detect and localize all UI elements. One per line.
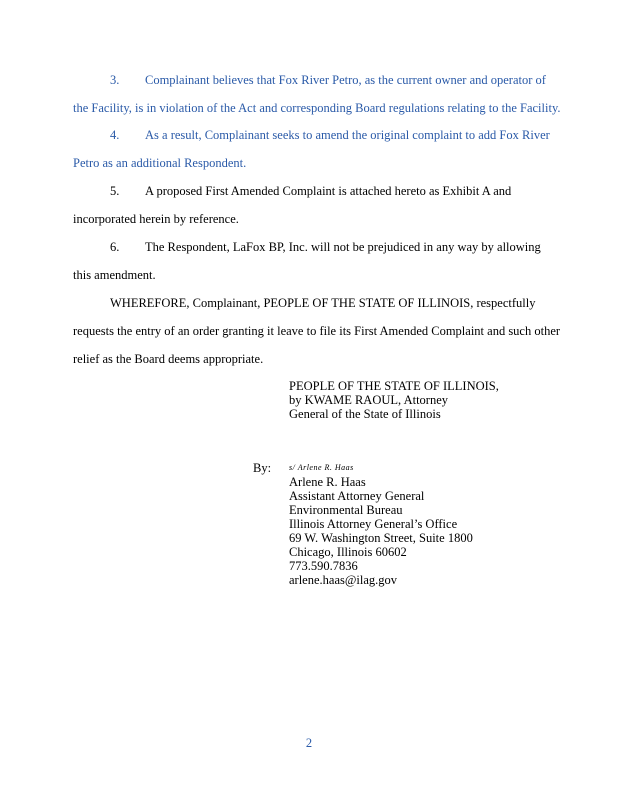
paragraph-3-number: 3. xyxy=(110,73,120,87)
signer-bureau: Environmental Bureau xyxy=(289,503,403,517)
paragraph-6-line-2: this amendment. xyxy=(73,268,156,282)
paragraph-5-number: 5. xyxy=(110,184,120,198)
signer-city: Chicago, Illinois 60602 xyxy=(289,545,407,559)
signer-phone: 773.590.7836 xyxy=(289,559,358,573)
signer-office: Illinois Attorney General’s Office xyxy=(289,517,458,531)
paragraph-4-line-2: Petro as an additional Respondent. xyxy=(73,156,247,170)
paragraph-5-line-2: incorporated herein by reference. xyxy=(73,212,239,226)
paragraph-5-line-1: A proposed First Amended Complaint is attached hereto as Exhibit A and xyxy=(145,184,512,198)
page-number: 2 xyxy=(305,736,313,750)
signer-email: arlene.haas@ilag.gov xyxy=(289,573,397,587)
paragraph-4-line-1: As a result, Complainant seeks to amend the original complaint to add Fox River xyxy=(145,128,550,142)
wherefore-line-1: WHEREFORE, Complainant, PEOPLE OF THE STATE OF ILLINOIS, respectfully xyxy=(110,296,536,310)
party-line-3: General of the State of Illinois xyxy=(289,407,441,421)
wherefore-line-2: requests the entry of an order granting it leave to file its First Amended Complaint and such other xyxy=(73,324,561,338)
by-label: By: xyxy=(253,461,272,475)
signer-street: 69 W. Washington Street, Suite 1800 xyxy=(289,531,473,545)
paragraph-4-number: 4. xyxy=(110,128,120,142)
paragraph-3-line-1: Complainant believes that Fox River Petro, as the current owner and operator of xyxy=(145,73,546,87)
signer-title: Assistant Attorney General xyxy=(289,489,425,503)
paragraph-6-line-1: The Respondent, LaFox BP, Inc. will not be prejudiced in any way by allowing xyxy=(145,240,541,254)
paragraph-3-line-2: the Facility, is in violation of the Act and corresponding Board regulations relating to the Facility. xyxy=(73,101,561,115)
electronic-signature: s/ Arlene R. Haas xyxy=(289,463,354,472)
party-block xyxy=(289,379,499,421)
party-line-1: PEOPLE OF THE STATE OF ILLINOIS, xyxy=(289,379,499,393)
paragraph-6-number: 6. xyxy=(110,240,120,254)
wherefore-line-3: relief as the Board deems appropriate. xyxy=(73,352,264,366)
party-line-2: by KWAME RAOUL, Attorney xyxy=(289,393,449,407)
signature-block xyxy=(289,475,473,587)
signer-name: Arlene R. Haas xyxy=(289,475,366,489)
